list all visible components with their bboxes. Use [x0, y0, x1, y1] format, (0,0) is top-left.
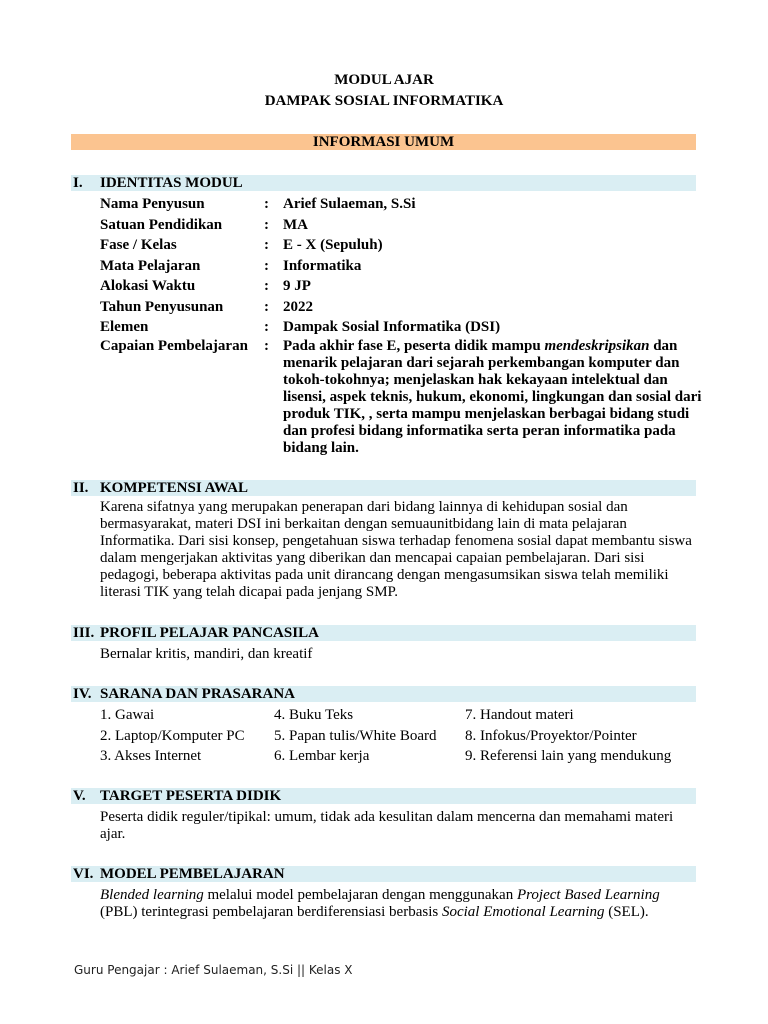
capaian-text: Pada akhir fase E, peserta didik mampu	[283, 337, 545, 354]
sarana-column	[274, 705, 436, 767]
section-number: I.	[73, 175, 83, 191]
list-item: 5. Papan tulis/White Board	[274, 727, 437, 744]
list-item: 3. Akses Internet	[100, 748, 202, 764]
separator: :	[264, 319, 269, 335]
section-title-target: TARGET PESERTA DIDIK	[100, 788, 282, 804]
italic-term: Blended learning	[100, 887, 204, 903]
identity-value: Dampak Sosial Informatika (DSI)	[283, 319, 501, 335]
section-number: II.	[73, 480, 89, 496]
identity-label: Satuan Pendidikan	[100, 216, 223, 233]
identity-label: Capaian Pembelajaran	[100, 337, 248, 354]
sarana-column	[465, 705, 671, 767]
identity-label: Mata Pelajaran	[100, 257, 201, 274]
identity-label: Elemen	[100, 319, 149, 335]
module-title: MODUL AJAR	[334, 72, 434, 88]
italic-term: Project Based Learning	[516, 887, 660, 903]
model-text: (PBL) terintegrasi pembelajaran berdiferensiasi berbasis	[100, 904, 442, 920]
identity-label: Fase / Kelas	[100, 237, 177, 253]
identity-value: 9 JP	[283, 278, 311, 294]
sarana-column	[100, 705, 245, 767]
separator: :	[264, 216, 269, 233]
section-number: V.	[73, 788, 86, 804]
separator: :	[264, 298, 269, 315]
identity-value: E - X (Sepuluh)	[283, 237, 383, 253]
model-text: (SEL).	[604, 904, 649, 920]
separator: :	[264, 196, 269, 212]
module-subtitle: DAMPAK SOSIAL INFORMATIKA	[264, 93, 504, 109]
list-item: 7. Handout materi	[465, 707, 574, 723]
list-item: 6. Lembar kerja	[274, 748, 370, 764]
identity-value: Informatika	[283, 257, 362, 274]
section-title-kompetensi: KOMPETENSI AWAL	[100, 480, 248, 496]
model-paragraph	[100, 887, 700, 921]
section-number: IV.	[73, 686, 92, 702]
identity-value: 2022	[283, 298, 313, 315]
separator: :	[264, 278, 269, 294]
separator: :	[264, 257, 269, 274]
separator: :	[264, 337, 269, 354]
list-item: 9. Referensi lain yang mendukung	[465, 748, 672, 764]
capaian-italic-term: mendeskripsikan	[544, 337, 650, 354]
section-title-sarana: SARANA DAN PRASARANA	[100, 686, 296, 702]
list-item: 8. Infokus/Proyektor/Pointer	[465, 727, 637, 744]
section-title-model: MODEL PEMBELAJARAN	[100, 866, 285, 882]
separator: :	[264, 237, 269, 253]
capaian-value	[283, 338, 703, 457]
section-number: VI.	[73, 866, 94, 882]
list-item: 2. Laptop/Komputer PC	[100, 727, 245, 744]
kompetensi-paragraph: Karena sifatnya yang merupakan penerapan dari bidang lainnya di kehidupan sosial dan bermasyarakat, materi DSI ini berkaitan dengan semuaunitbidang lain di mata pelajaran Informatika. Dari sisi konsep, pengetahuan siswa terhadap fenomena sosial dapat membantu siswa dalam mengerjakan aktivitas yang diberikan dan mencapai capaian pembelajaran. Dari sisi pedagogi, beberapa aktivitas pada unit dirancang dengan mengasumsikan siswa telah memiliki literasi TIK yang telah dicapai pada jenjang SMP.	[100, 499, 692, 600]
profil-paragraph: Bernalar kritis, mandiri, dan kreatif	[100, 646, 313, 662]
model-text: melalui model pembelajaran dengan menggunakan	[203, 887, 517, 903]
identity-value: MA	[283, 216, 308, 233]
section-title-identitas: IDENTITAS MODUL	[100, 175, 243, 191]
capaian-text: dan menarik pelajaran dari sejarah perkembangan komputer dan tokoh-tokohnya; menjelaskan hak kekayaan intelektual dan lisensi, aspek teknis, hukum, ekonomi, lingkungan dan sosial dari produk TIK, , serta mampu menjelaskan berbagai bidang studi dan profesi bidang informatika serta peran informatika pada bidang lain.	[283, 337, 702, 456]
section-number: III.	[73, 625, 95, 641]
info-umum-heading: INFORMASI UMUM	[312, 134, 455, 150]
list-item: 4. Buku Teks	[274, 707, 354, 723]
identity-value: Arief Sulaeman, S.Si	[283, 196, 416, 212]
list-item: 1. Gawai	[100, 707, 155, 723]
identity-label: Tahun Penyusunan	[100, 298, 224, 315]
section-title-profil: PROFIL PELAJAR PANCASILA	[100, 625, 319, 641]
target-paragraph: Peserta didik reguler/tipikal: umum, tidak ada kesulitan dalam mencerna dan memahami materi ajar.	[100, 809, 674, 842]
page-footer: Guru Pengajar : Arief Sulaeman, S.Si || Kelas X	[74, 963, 353, 977]
identity-label: Nama Penyusun	[100, 196, 205, 212]
identity-label: Alokasi Waktu	[100, 278, 196, 294]
italic-term: Social Emotional Learning	[441, 904, 605, 920]
